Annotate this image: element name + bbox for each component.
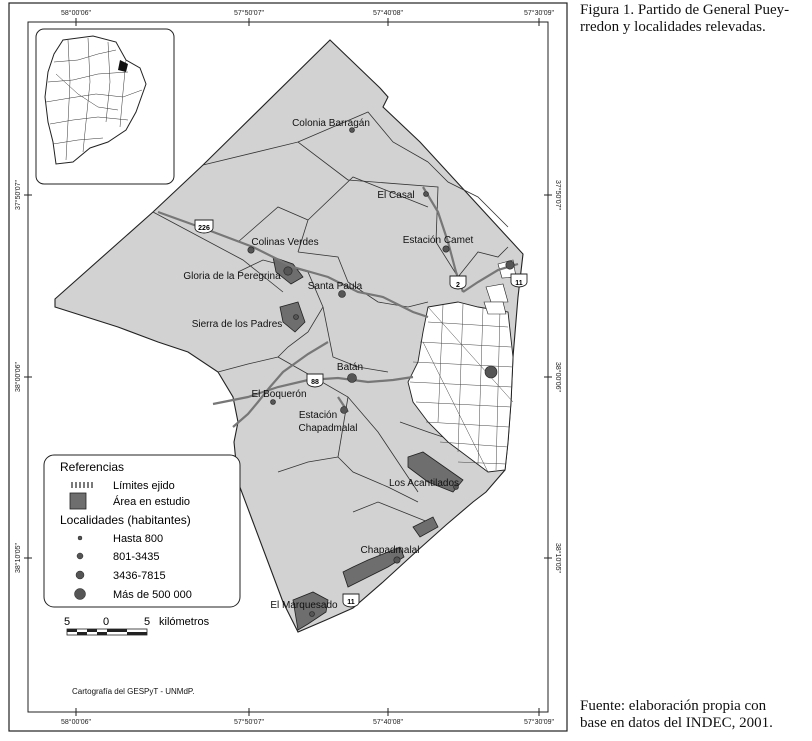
route-shield-11-north bbox=[511, 274, 527, 287]
legend-class-1-symbol bbox=[78, 536, 82, 540]
label-el-marquesado: El Marquesado bbox=[270, 600, 338, 611]
marker-northeast-locality bbox=[506, 261, 514, 269]
map-figure bbox=[8, 2, 568, 732]
label-colonia-barragan: Colonia Barragán bbox=[292, 118, 370, 129]
legend-class-4-symbol bbox=[75, 589, 86, 600]
coord-right-3: 38°10'05" bbox=[554, 543, 561, 573]
marker-sierra-de-los-padres bbox=[294, 315, 299, 320]
label-estacion-chapadmalal: Chapadmalal bbox=[298, 423, 358, 434]
marker-el-marquesado bbox=[310, 612, 315, 617]
coord-bottom-4: 57°30'09" bbox=[524, 719, 554, 726]
label-estacion: Estación bbox=[298, 410, 338, 421]
label-estacion-camet: Estación Camet bbox=[402, 235, 474, 246]
source-note-line-1: Fuente: elaboración propia con bbox=[580, 698, 767, 714]
svg-text:226: 226 bbox=[198, 225, 210, 232]
source-note-line-2: base en datos del INDEC, 2001. bbox=[580, 715, 773, 731]
label-colinas-verdes: Colinas Verdes bbox=[251, 237, 319, 248]
marker-chapadmalal bbox=[394, 557, 400, 563]
svg-text:88: 88 bbox=[311, 379, 319, 386]
scale-label-right: 5 bbox=[143, 616, 151, 628]
coord-left-3: 38°10'05" bbox=[15, 543, 22, 573]
route-shield-226 bbox=[195, 220, 213, 233]
marker-el-boqueron bbox=[271, 400, 276, 405]
legend-class-2-label: 801-3435 bbox=[113, 551, 160, 563]
marker-el-casal bbox=[424, 192, 429, 197]
coord-left-1: 37°50'07" bbox=[15, 180, 22, 210]
legend-localities-title: Localidades (habitantes) bbox=[60, 513, 191, 527]
marker-estacion-camet bbox=[443, 246, 449, 252]
label-gloria-de-la-peregrina: Gloria de la Peregrina bbox=[183, 271, 281, 282]
cartography-credit: Cartografía del GESPyT - UNMdP. bbox=[72, 687, 195, 696]
figure-caption-line-1: Figura 1. Partido de General Puey- bbox=[580, 2, 790, 18]
scale-label-left: 5 bbox=[63, 616, 71, 628]
marker-batan bbox=[348, 374, 357, 383]
coord-top-2: 57°50'07" bbox=[234, 10, 264, 17]
coord-right-1: 37°50'07" bbox=[554, 180, 561, 210]
legend-class-3-symbol bbox=[76, 571, 84, 579]
legend-title: Referencias bbox=[60, 460, 125, 474]
label-sierra-de-los-padres: Sierra de los Padres bbox=[191, 319, 283, 330]
legend-class-4-label: Más de 500 000 bbox=[113, 589, 192, 601]
legend-class-1-label: Hasta 800 bbox=[113, 533, 164, 545]
scale-unit: kilómetros bbox=[159, 616, 210, 628]
legend-limits-label: Límites ejido bbox=[113, 480, 175, 492]
label-santa-paula: Santa Paula bbox=[307, 281, 363, 292]
label-el-boqueron: El Boquerón bbox=[251, 389, 307, 400]
legend-study-area-swatch bbox=[70, 493, 86, 509]
legend bbox=[44, 455, 240, 607]
route-shield-88 bbox=[307, 374, 323, 387]
coord-top-3: 57°40'08" bbox=[373, 10, 403, 17]
scale-label-mid: 0 bbox=[102, 616, 110, 628]
marker-gloria-de-la-peregrina bbox=[284, 267, 292, 275]
inset-locator-map bbox=[36, 29, 174, 184]
figure-caption-line-2: rredon y localidades relevadas. bbox=[580, 19, 766, 35]
coord-top-4: 57°30'09" bbox=[524, 10, 554, 17]
marker-estacion-chapadmalal bbox=[341, 407, 348, 414]
label-batan: Batán bbox=[336, 362, 364, 373]
legend-class-3-label: 3436-7815 bbox=[113, 570, 166, 582]
coord-top-1: 58°00'06" bbox=[61, 10, 91, 17]
route-shield-11-south bbox=[343, 594, 359, 607]
coord-left-2: 38°00'06" bbox=[15, 362, 22, 392]
label-los-acantilados: Los Acantilados bbox=[388, 478, 460, 489]
legend-class-2-symbol bbox=[77, 553, 83, 559]
coord-bottom-1: 58°00'06" bbox=[61, 719, 91, 726]
route-shield-2 bbox=[450, 276, 466, 289]
svg-text:2: 2 bbox=[456, 282, 460, 289]
marker-mar-del-plata bbox=[485, 366, 497, 378]
source-note bbox=[580, 698, 808, 732]
label-chapadmalal: Chapadmalal bbox=[360, 545, 420, 556]
svg-text:11: 11 bbox=[515, 280, 523, 287]
coord-bottom-3: 57°40'08" bbox=[373, 719, 403, 726]
coord-right-2: 38°00'06" bbox=[554, 362, 561, 392]
svg-text:11: 11 bbox=[347, 599, 355, 606]
figure-caption bbox=[580, 2, 808, 36]
legend-study-area-label: Área en estudio bbox=[113, 496, 191, 508]
label-el-casal: El Casal bbox=[377, 190, 415, 201]
coord-bottom-2: 57°50'07" bbox=[234, 719, 264, 726]
